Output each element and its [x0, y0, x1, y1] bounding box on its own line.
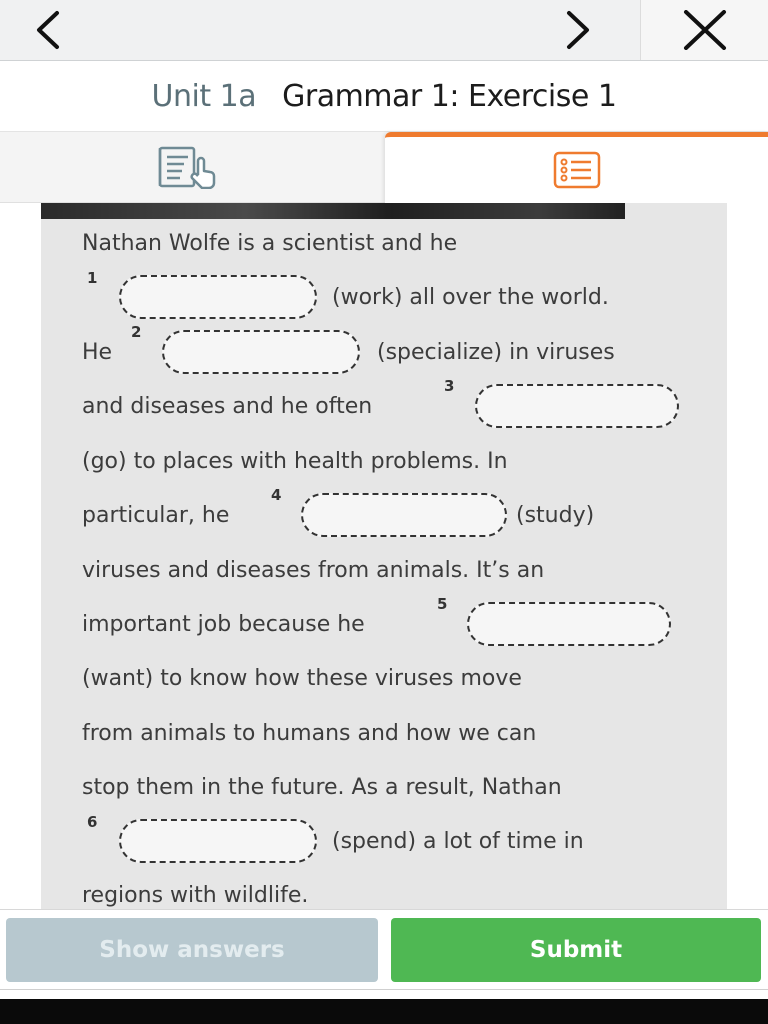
title-bar [0, 61, 768, 132]
show-answers-button[interactable]: Show answers [6, 918, 378, 982]
tab-exercise[interactable] [385, 132, 768, 203]
tab-instructions[interactable] [0, 132, 385, 203]
passage-line: from animals to humans and how we can [82, 721, 537, 746]
exercise-content[interactable] [0, 203, 768, 909]
chevron-right-icon [563, 10, 593, 50]
footer-bar [0, 909, 768, 990]
gap-input-4[interactable] [301, 493, 507, 537]
gap-number: 1 [87, 269, 98, 287]
passage-line: (go) to places with health problems. In [82, 449, 508, 474]
passage-line: (work) all over the world. [332, 285, 609, 310]
gap-input-5[interactable] [467, 602, 671, 646]
passage-line: regions with wildlife. [82, 883, 309, 908]
passage-line: viruses and diseases from animals. It’s an [82, 558, 545, 583]
gap-input-1[interactable] [119, 275, 317, 319]
instructions-touch-icon [158, 145, 228, 189]
photo [41, 203, 625, 219]
passage-line: He [82, 340, 113, 365]
passage-line: (spend) a lot of time in [332, 829, 584, 854]
unit-label: Unit 1a [151, 78, 257, 114]
top-nav-bar [0, 0, 768, 61]
passage-line: (want) to know how these viruses move [82, 666, 522, 691]
gap-number: 2 [131, 323, 142, 341]
passage-line: and diseases and he often [82, 394, 373, 419]
passage-line: particular, he [82, 503, 230, 528]
passage-line: (specialize) in viruses [377, 340, 615, 365]
list-icon [553, 151, 601, 189]
page-title: Grammar 1: Exercise 1 [282, 78, 617, 114]
gap-number: 4 [271, 486, 282, 504]
gap-number: 5 [437, 595, 448, 613]
submit-button[interactable]: Submit [391, 918, 761, 982]
gap-input-3[interactable] [475, 384, 679, 428]
passage-line: important job because he [82, 612, 365, 637]
gap-input-2[interactable] [162, 330, 360, 374]
tab-bar [0, 132, 768, 202]
gap-number: 6 [87, 813, 98, 831]
close-icon [681, 10, 729, 50]
next-button[interactable] [548, 0, 608, 60]
system-bar [0, 999, 768, 1024]
passage-line: Nathan Wolfe is a scientist and he [82, 231, 458, 256]
passage-line: (study) [516, 503, 595, 528]
passage-line: stop them in the future. As a result, Nathan [82, 775, 562, 800]
gap-number: 3 [444, 377, 455, 395]
close-button[interactable] [640, 0, 768, 60]
gap-input-6[interactable] [119, 819, 317, 863]
previous-button[interactable] [18, 0, 78, 60]
chevron-left-icon [33, 10, 63, 50]
